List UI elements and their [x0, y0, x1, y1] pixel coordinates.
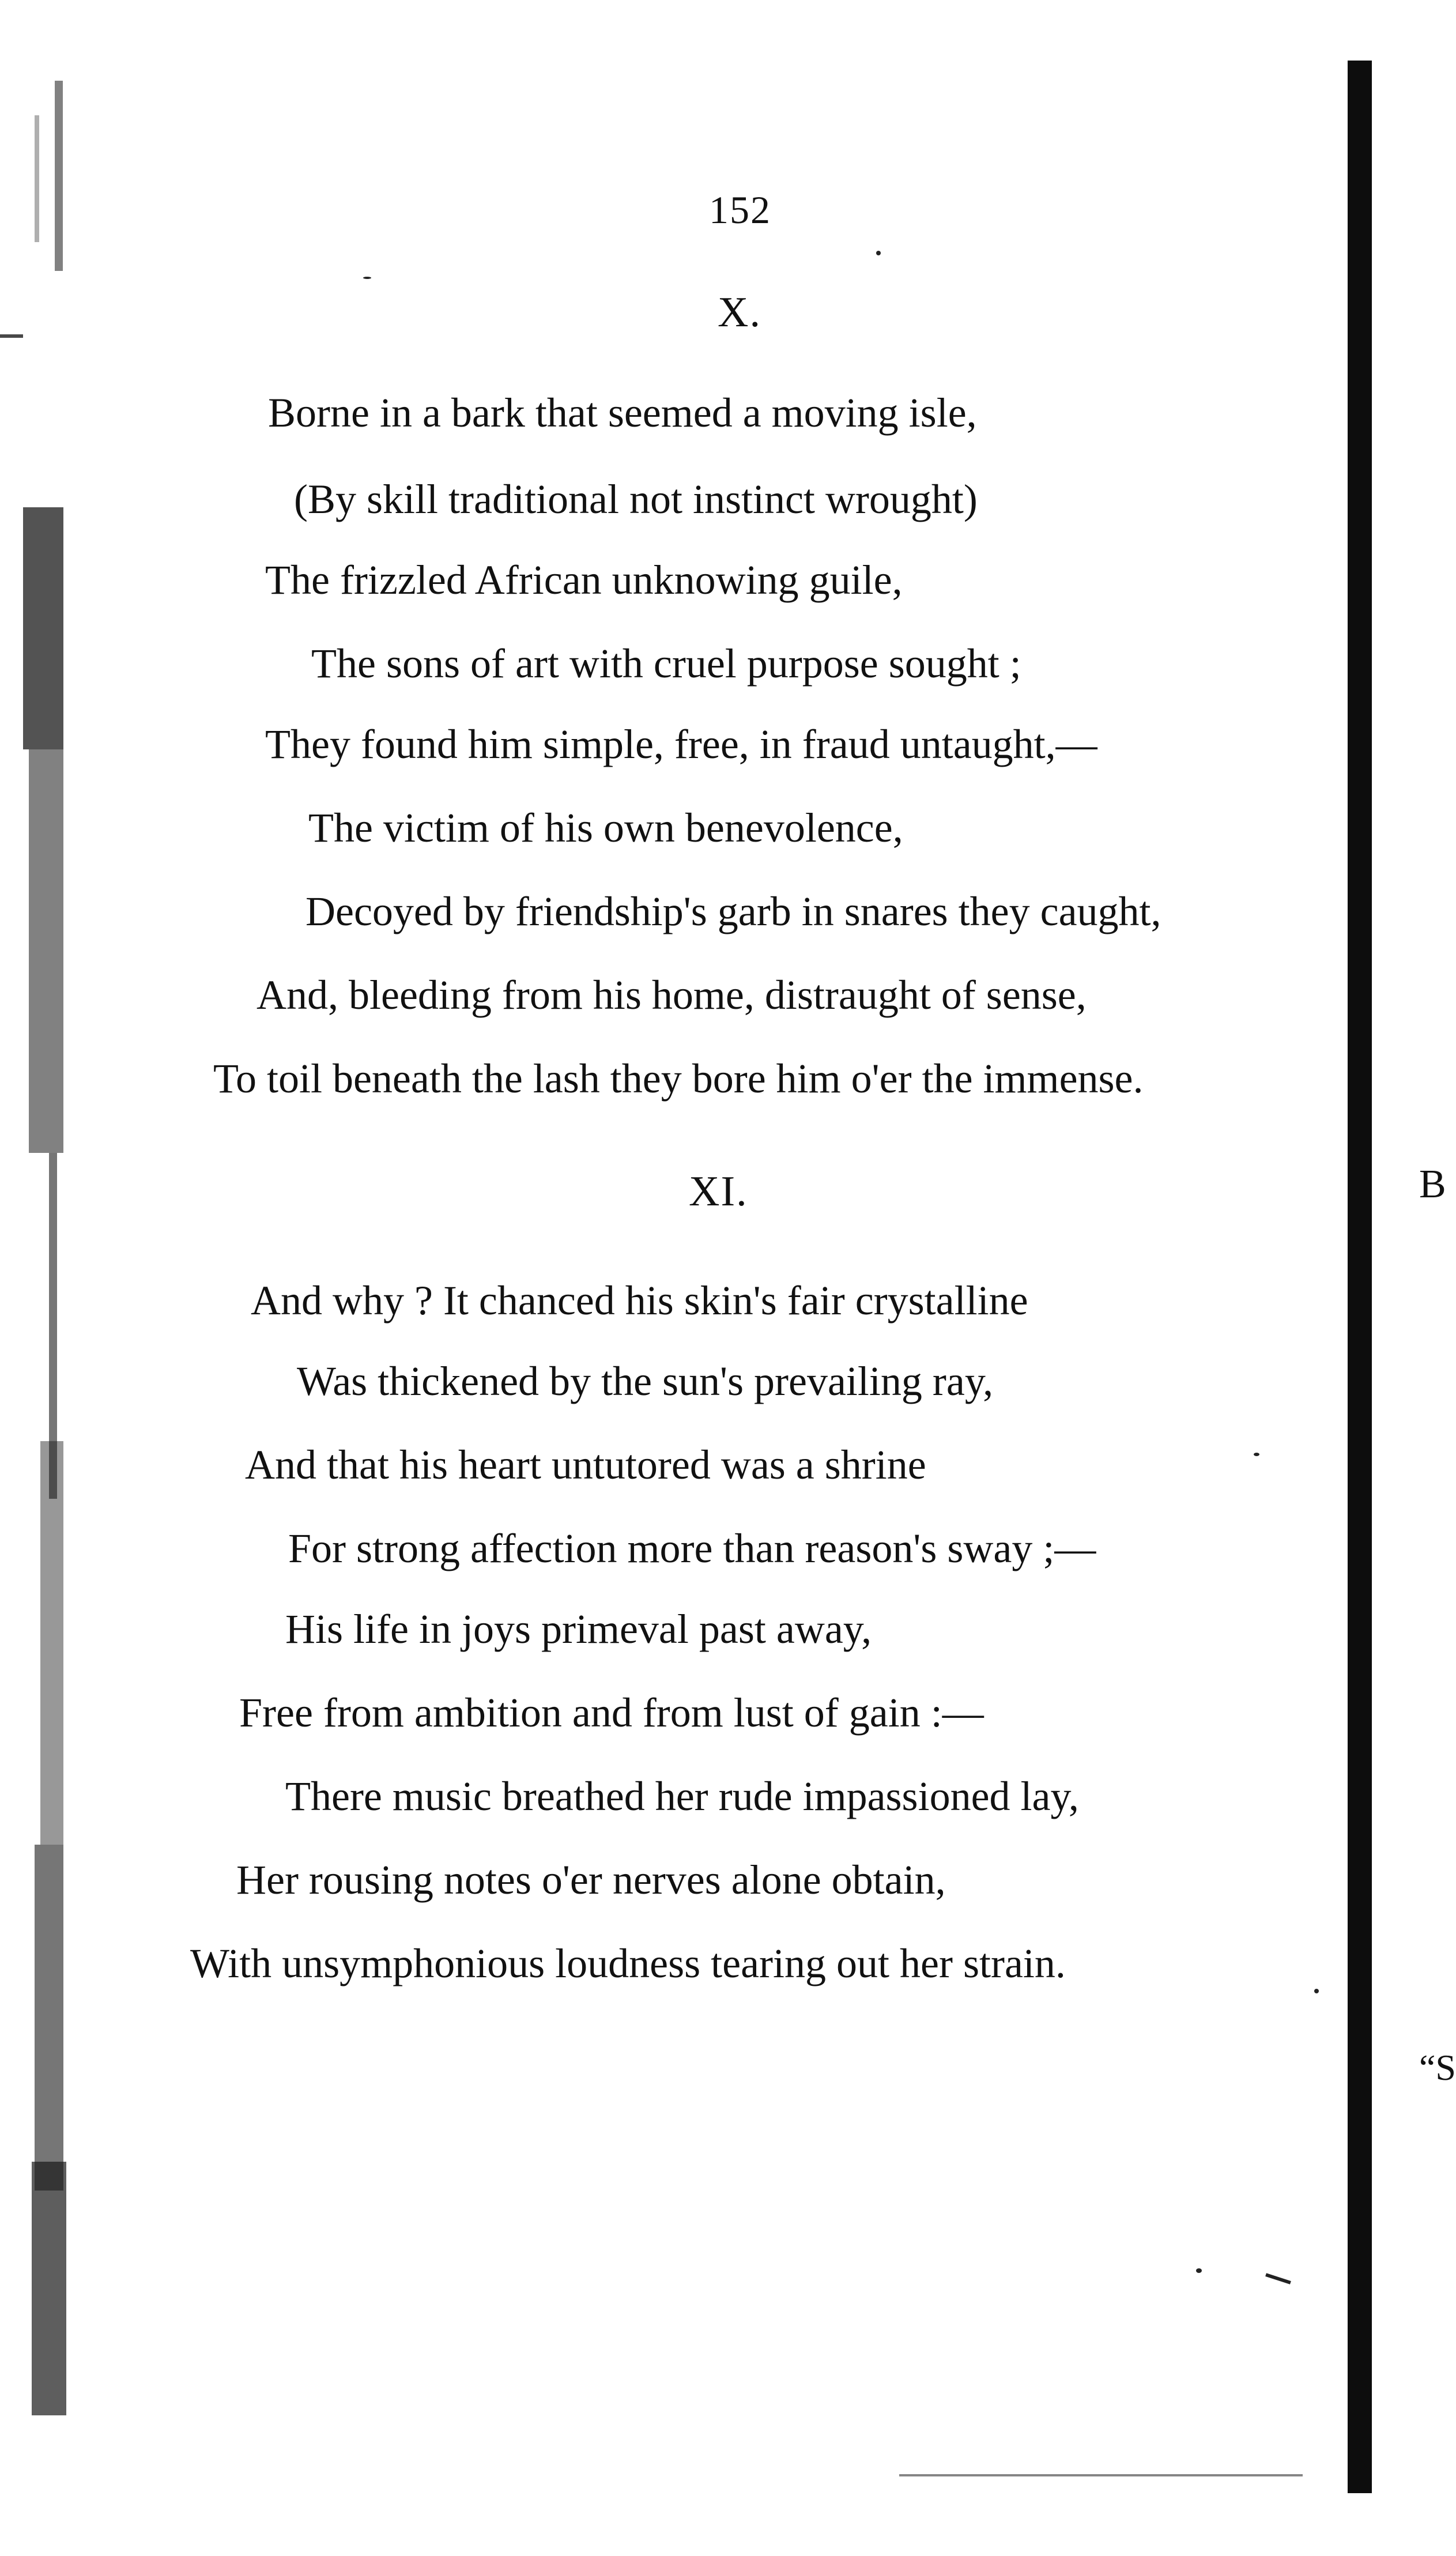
verse-line: To toil beneath the lash they bore him o'er the immense. — [213, 1055, 1144, 1102]
scan-speck — [1314, 1989, 1319, 1993]
adjacent-page-letter: B — [1419, 1162, 1446, 1207]
scan-speck — [876, 251, 881, 255]
verse-line: For strong affection more than reason's sway ;— — [288, 1525, 1096, 1571]
scan-speck — [1196, 2268, 1202, 2273]
stanza-heading: XI. — [689, 1168, 748, 1215]
verse-line: His life in joys primeval past away, — [285, 1606, 872, 1652]
verse-line: Borne in a bark that seemed a moving isle, — [268, 390, 977, 436]
verse-line: Free from ambition and from lust of gain :— — [239, 1690, 984, 1736]
scan-mark — [899, 2474, 1303, 2476]
verse-line: There music breathed her rude impassioned lay, — [285, 1773, 1079, 1819]
verse-line: Her rousing notes o'er nerves alone obtain, — [236, 1857, 946, 1903]
verse-line: (By skill traditional not instinct wrought) — [294, 476, 978, 522]
page-number: 152 — [709, 188, 771, 232]
adjacent-page-quote: “S — [1419, 2047, 1456, 2088]
verse-line: The sons of art with cruel purpose sought ; — [311, 640, 1021, 687]
verse-line: And why ? It chanced his skin's fair crystalline — [251, 1277, 1028, 1324]
verse-line: The frizzled African unknowing guile, — [265, 557, 903, 603]
verse-line: Decoyed by friendship's garb in snares they caught, — [305, 888, 1161, 934]
verse-line: They found him simple, free, in fraud untaught,— — [265, 721, 1097, 767]
page-edge-shadow — [1348, 61, 1372, 2493]
scan-speck — [363, 277, 371, 279]
verse-line: And that his heart untutored was a shrine — [245, 1442, 926, 1488]
scan-gutter-shadow — [0, 0, 86, 2556]
verse-line: With unsymphonious loudness tearing out her strain. — [190, 1940, 1066, 1986]
scan-mark — [1265, 2273, 1291, 2284]
scan-speck — [1254, 1453, 1259, 1456]
stanza-heading: X. — [718, 289, 761, 336]
verse-line: The victim of his own benevolence, — [308, 805, 903, 851]
verse-line: Was thickened by the sun's prevailing ray, — [297, 1358, 994, 1404]
verse-line: And, bleeding from his home, distraught of sense, — [257, 972, 1087, 1018]
